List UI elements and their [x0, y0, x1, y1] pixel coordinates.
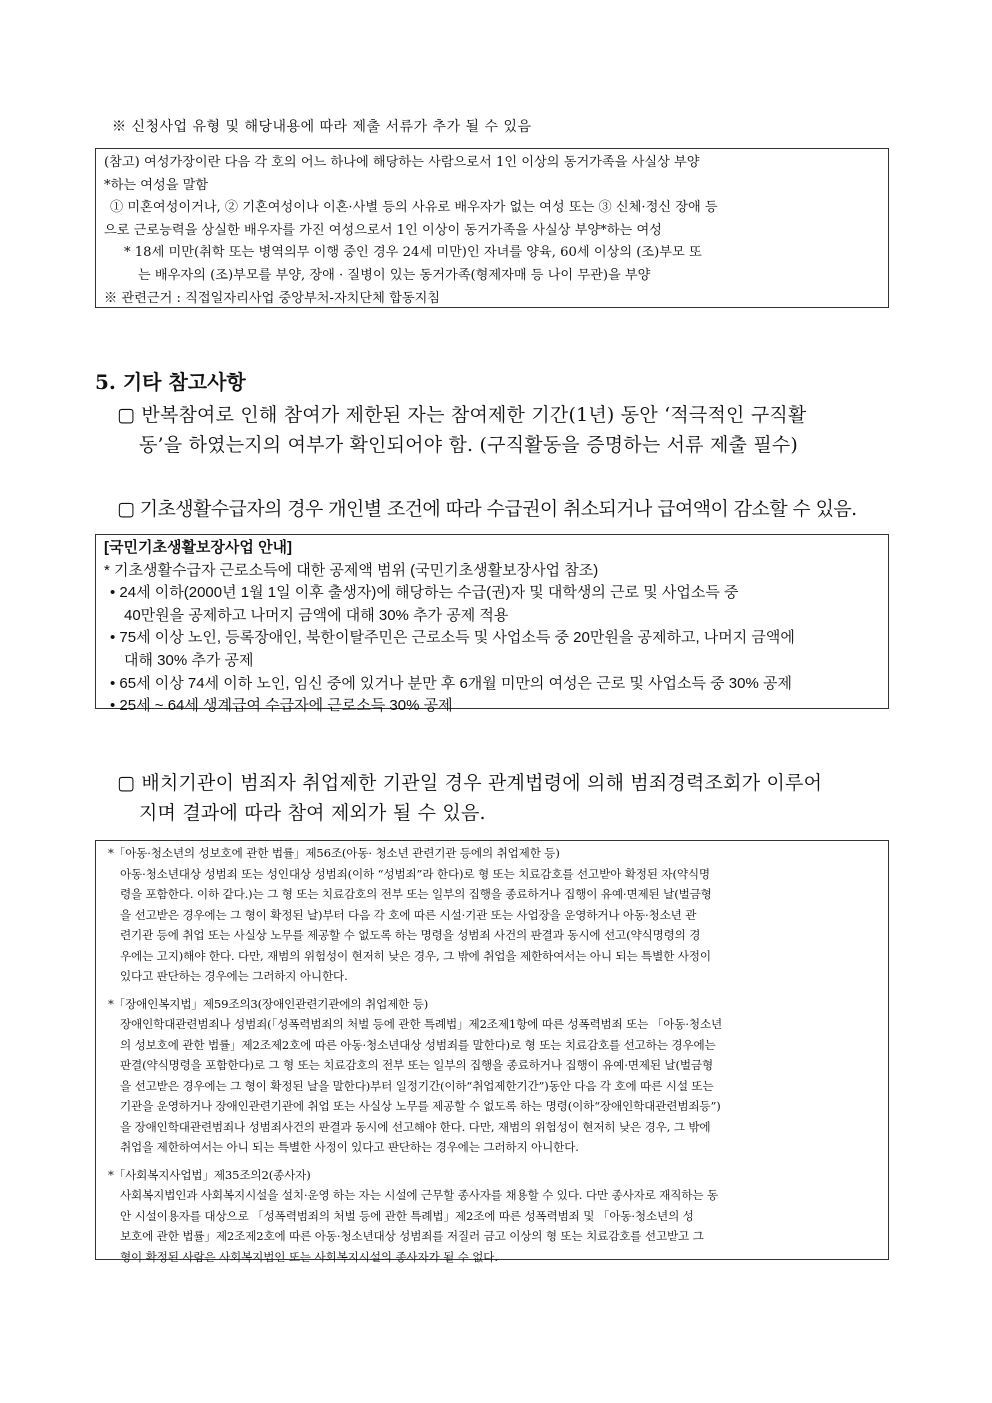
section-title: 5. 기타 참고사항 [95, 370, 246, 394]
note-line: * 18세 미만(취학 또는 병역의무 이행 중인 경우 24세 미만)인 자녀를 양육, 60세 이상의 (조)부모 또 [124, 245, 702, 261]
bullet-line: 40만원을 공제하고 나머지 금액에 대해 30% 추가 공제 적용 [124, 606, 509, 624]
law-line: 아동·청소년대상 성범죄 또는 성인대상 성범죄(이하 “성범죄”라 한다)로 형 또는 치료감호를 선고받아 확정된 자(약식명 [120, 866, 710, 881]
law-line: 취업을 제한하여서는 아니 되는 특별한 사정이 있다고 판단하는 경우에는 그러하지 아니한다. [120, 1140, 579, 1154]
law-line: 기관을 운영하거나 장애인관련기관에 취업 또는 사실상 노무를 제공할 수 없도록 하는 명령(이하“장애인학대관련범죄등”) [120, 1099, 721, 1113]
law-line: 장애인학대관련범죄나 성범죄(「성폭력범죄의 처벌 등에 관한 특례법」제2조제1항에 따른 성폭력범죄 또는 「아동·청소년 [120, 1017, 723, 1031]
law-reference-box [95, 840, 889, 1264]
note-line: ① 미혼여성이거나, ② 기혼여성이나 이혼·사별 등의 사유로 배우자가 없는 여성 또는 ③ 신체·정신 장애 등 [110, 200, 718, 216]
law-title: *「아동·청소년의 성보호에 관한 법률」제56조(아동· 청소년 관련기관 등에의 취업제한 등) [108, 846, 560, 860]
law-line: 을 장애인학대관련범죄나 성범죄사건의 판결과 동시에 선고해야 한다. 다만, 재범의 위험성이 현저히 낮은 경우, 그 밖에 [120, 1119, 711, 1134]
law-line: 형이 확정된 사람은 사회복지법인 또는 사회복지시설의 종사자가 될 수 없다. [120, 1249, 498, 1264]
law-social-welfare [104, 1165, 880, 1268]
female-head-note-box [95, 148, 889, 308]
law-line: 의 성보호에 관한 법률」제2조제2호에 따른 아동·청소년대상 성범죄를 말한다)로 형 또는 치료감호를 선고하는 경우에는 [120, 1037, 716, 1052]
law-line: 사회복지법인과 사회복지시설을 설치·운영 하는 자는 시설에 근무할 종사자를 채용할 수 있다. 다만 종사자로 재직하는 동 [120, 1188, 718, 1202]
law-line: 우에는 고지)해야 한다. 다만, 재범의 위험성이 현저히 낮은 경우, 그 밖에 취업을 제한하여서는 아니 되는 특별한 사정이 [120, 948, 711, 963]
law-line: 련기관 등에 취업 또는 사실상 노무를 제공할 수 없도록 하는 명령을 성범죄 사건의 판결과 동시에 선고(약식명령의 경 [120, 928, 701, 942]
paragraph-line: 지며 결과에 따라 참여 제외가 될 수 있음. [139, 802, 486, 824]
law-line: 을 선고받은 경우에는 그 형이 확정된 날을 말한다)부터 일정기간(이하“취업제한기간”)동안 다음 각 호에 따른 시설 또는 [120, 1078, 714, 1093]
note-line: 는 배우자의 (조)부모를 부양, 장애 · 질병이 있는 동거가족(형제자매 등 나이 무관)을 부양 [138, 267, 651, 283]
law-line: 있다고 판단하는 경우에는 그러하지 아니한다. [120, 969, 348, 983]
bullet-line: 대해 30% 추가 공제 [124, 651, 254, 669]
bullet-line: • 24세 이하(2000년 1월 1일 이후 출생자)에 해당하는 수급(권)자 및 대학생의 근로 및 사업소득 중 [110, 584, 739, 602]
paragraph-repeat-participation [117, 400, 806, 460]
law-line: 령을 포함한다. 이하 같다.)는 그 형 또는 치료감호의 전부 또는 일부의 집행을 종료하거나 집행이 유예·면제된 날(벌금형 [120, 887, 712, 901]
box-subheading: * 기초생활수급자 근로소득에 대한 공제액 범위 (국민기초생활보장사업 참조) [104, 561, 599, 579]
paragraph-line: 동’을 하였는지의 여부가 확인되어야 함. (구직활동을 증명하는 서류 제출 필수) [139, 434, 799, 456]
law-youth-protection [104, 843, 880, 987]
note-line: ※ 관련근거 : 직접일자리사업 중앙부처-자치단체 합동지침 [104, 290, 441, 306]
law-line: 판결(약식명령을 포함한다)로 그 형 또는 치료감호의 전부 또는 일부의 집행을 종료하거나 집행이 유예·면제된 날(벌금형 [120, 1058, 713, 1072]
paragraph-line: ▢ 반복참여로 인해 참여가 제한된 자는 참여제한 기간(1년) 동안 ‘적극적인 구직활 [117, 404, 807, 426]
paragraph-line: ▢ 배치기관이 범죄자 취업제한 기관일 경우 관계법령에 의해 범죄경력조회가 이루어 [117, 772, 823, 794]
note-line: (참고) 여성가장이란 다음 각 호의 어느 하나에 해당하는 사람으로서 1인 이상의 동거가족을 사실상 부양 [104, 155, 700, 170]
note-line: 으로 근로능력을 상실한 배우자를 가진 여성으로서 1인 이상이 동거가족을 사실상 부양*하는 여성 [104, 222, 662, 238]
law-disability-welfare [104, 994, 880, 1158]
law-title: *「장애인복지법」제59조의3(장애인관련기관에의 취업제한 등) [108, 996, 429, 1011]
basic-living-info-box [95, 534, 889, 715]
note-line: *하는 여성을 말함 [104, 177, 209, 193]
law-line: 안 시설이용자를 대상으로 「성폭력범죄의 처벌 등에 관한 특례법」제2조에 따른 성폭력범죄 및 「아동·청소년의 성 [120, 1208, 694, 1223]
bullet-line: • 25세 ~ 64세 생계급여 수급자에 근로소득 30% 공제 [110, 697, 453, 715]
law-line: 보호에 관한 법률」제2조제2호에 따른 아동·청소년대상 성범죄를 저질러 금고 이상의 형 또는 치료감호를 선고받고 그 [120, 1229, 704, 1243]
box-heading: [국민기초생활보장사업 안내] [104, 539, 293, 556]
law-title: *「사회복지사업법」제35조의2(종사자) [108, 1167, 311, 1182]
law-line: 을 선고받은 경우에는 그 형이 확정된 날)부터 다음 각 호에 따른 시설·기관 또는 사업장을 운영하거나 아동·청소년 관 [120, 907, 697, 922]
bullet-line: • 65세 이상 74세 이하 노인, 임신 중에 있거나 분만 후 6개월 미만의 여성은 근로 및 사업소득 중 30% 공제 [110, 674, 792, 692]
paragraph-criminal-check [117, 768, 822, 828]
paragraph-basic-living: ▢ 기초생활수급자의 경우 개인별 조건에 따라 수급권이 취소되거나 급여액이 감소할 수 있음. [117, 498, 857, 520]
top-note: ※ 신청사업 유형 및 해당내용에 따라 제출 서류가 추가 될 수 있음 [112, 119, 532, 135]
bullet-line: • 75세 이상 노인, 등록장애인, 북한이탈주민은 근로소득 및 사업소득 중 20만원을 공제하고, 나머지 금액에 [110, 629, 795, 647]
